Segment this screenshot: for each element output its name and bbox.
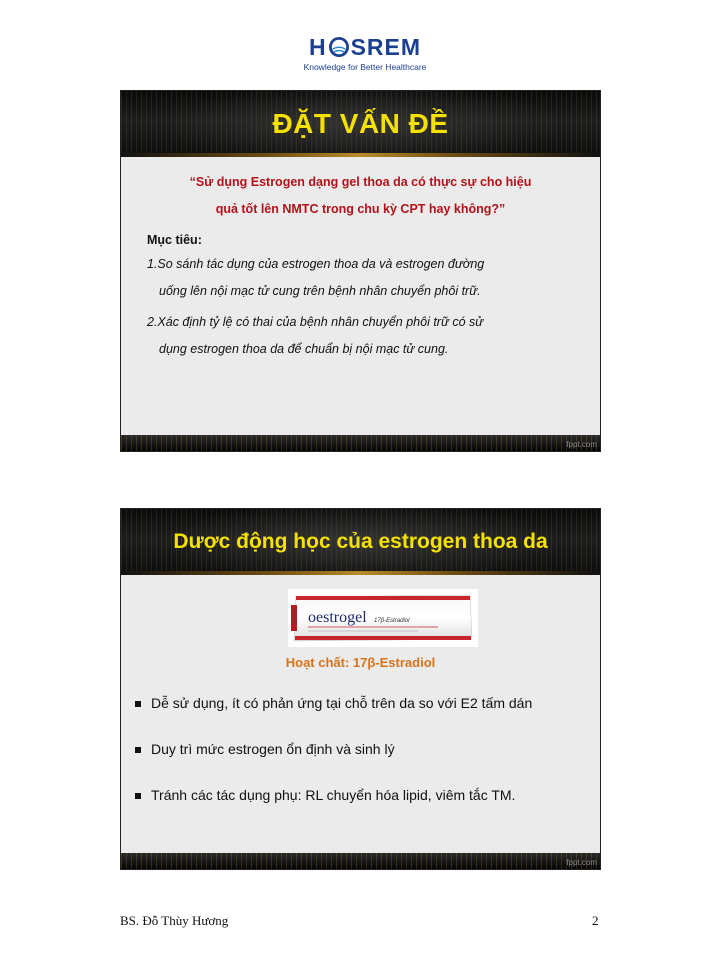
objective-item (147, 251, 574, 305)
product-subtitle: 17β-Estradiol (374, 618, 410, 624)
bullet-square-icon (135, 701, 141, 707)
slide-problem-statement (120, 90, 601, 452)
objective-line: uống lên nội mạc tử cung trên bệnh nhân chuyển phôi trữ. (159, 284, 481, 298)
quote-line: “Sử dụng Estrogen dạng gel thoa da có thực sự cho hiệu (189, 175, 532, 189)
active-ingredient: Hoạt chất: 17β-Estradiol (285, 655, 436, 670)
slide-header (121, 509, 600, 575)
list-item (135, 787, 590, 804)
quote-line: quả tốt lên NMTC trong chu kỳ CPT hay không?” (215, 202, 506, 216)
globe-icon (328, 36, 350, 58)
bullet-square-icon (135, 747, 141, 753)
objective-item (147, 309, 574, 363)
watermark: fppt.com (566, 440, 597, 449)
list-item (135, 741, 590, 758)
product-name: oestrogel (308, 609, 367, 626)
objective-line: 1.So sánh tác dụng của estrogen thoa da và estrogen đường (147, 257, 485, 271)
bullet-text: Tránh các tác dụng phụ: RL chuyển hóa lipid, viêm tắc TM. (151, 787, 516, 803)
watermark: fppt.com (566, 858, 597, 867)
bullet-text: Dễ sử dụng, ít có phản ứng tại chỗ trên da so với E2 tấm dán (151, 695, 533, 711)
slide-title: Dược động học của estrogen thoa da (173, 530, 548, 553)
research-question (147, 169, 574, 223)
page-number: 2 (592, 913, 599, 928)
objective-line: 2.Xác định tỷ lệ có thai của bệnh nhân chuyển phôi trữ có sử (147, 315, 484, 329)
objective-heading: Mục tiêu: (147, 233, 202, 247)
bullet-square-icon (135, 793, 141, 799)
benefits-list (135, 695, 590, 833)
hosrem-logo (290, 34, 440, 78)
slide-body (121, 157, 600, 435)
list-item (135, 695, 590, 712)
bullet-text: Duy trì mức estrogen ổn định và sinh lý (151, 741, 395, 757)
logo-tagline: Knowledge for Better Healthcare (303, 62, 427, 72)
slide-title: ĐẶT VẤN ĐỀ (272, 108, 449, 139)
objective-line: dụng estrogen thoa da để chuẩn bị nội mạc tử cung. (159, 342, 449, 356)
oestrogel-tube-image (288, 589, 478, 647)
slide-footer-bar (121, 435, 600, 451)
slide-pharmacokinetics (120, 508, 601, 870)
slide-footer-bar (121, 853, 600, 869)
slide-header (121, 91, 600, 157)
author-name: BS. Đỗ Thùy Hương (120, 913, 229, 928)
logo-wordmark: H SREM (308, 34, 422, 60)
